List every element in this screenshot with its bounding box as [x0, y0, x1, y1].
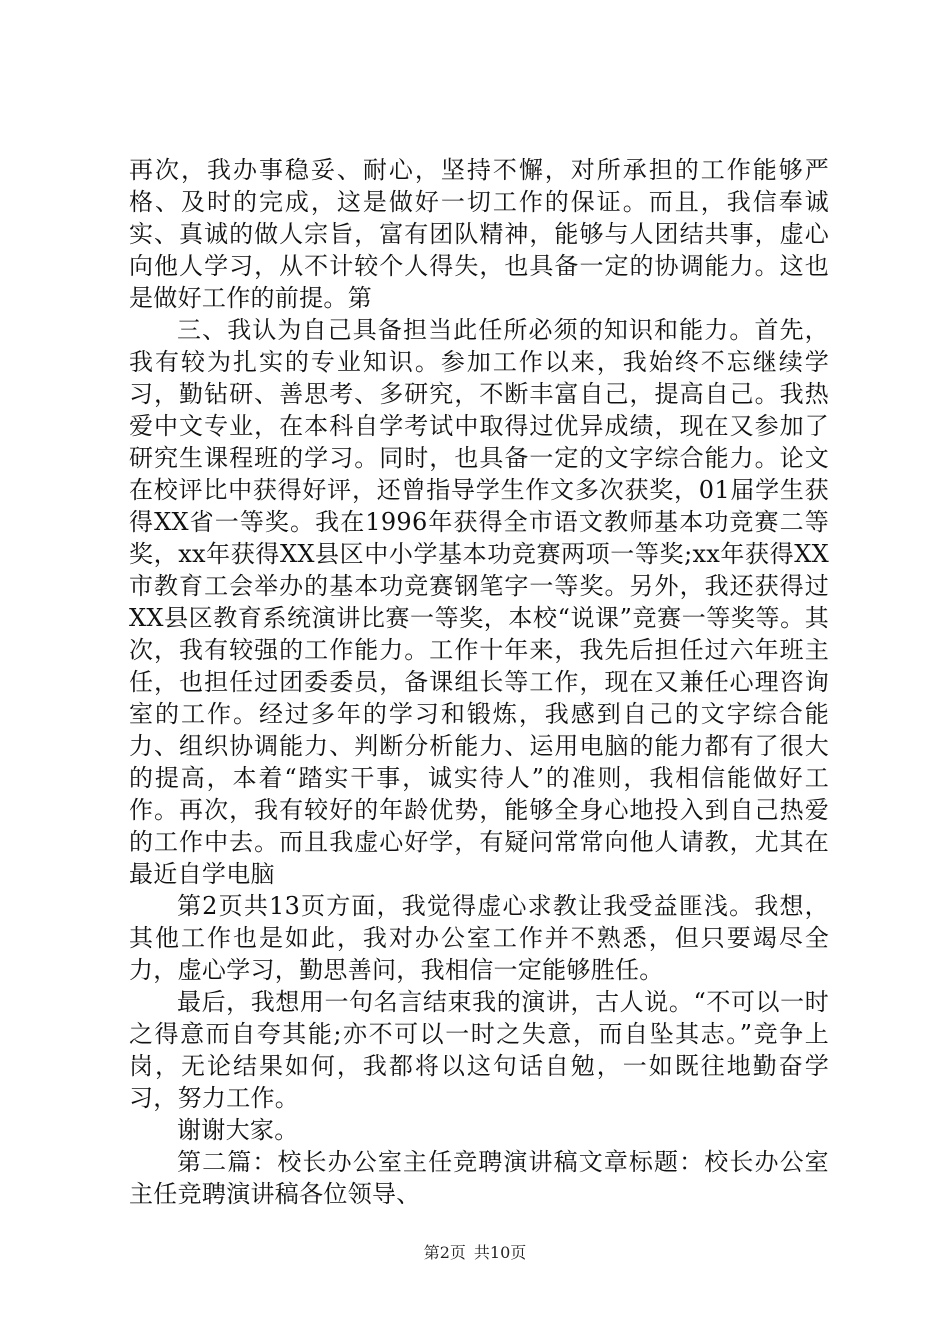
page-number: 第2页	[423, 1243, 466, 1262]
page-total: 共10页	[473, 1243, 527, 1262]
paragraph-2: 三、我认为自己具备担当此任所必须的知识和能力。首先，我有较为扎实的专业知识。参加工作以来，我始终不忘继续学习，勤钻研、善思考、多研究，不断丰富自己，提高自己。我热爱中文专业，在本科自学考试中取得过优异成绩，现在又参加了研究生课程班的学习。同时，也具备一定的文字综合能力。论文在校评比中获得好评，还曾指导学生作文多次获奖，01届学生获得XX省一等奖。我在1996年获得全市语文教师基本功竞赛二等奖，xx年获得XX县区中小学基本功竞赛两项一等奖;xx年获得XX市教育工会举办的基本功竞赛钢笔字一等奖。另外，我还获得过XX县区教育系统演讲比赛一等奖，本校“说课”竞赛一等奖等。其次，我有较强的工作能力。工作十年来，我先后担任过六年班主任，也担任过团委委员，备课组长等工作，现在又兼任心理咨询室的工作。经过多年的学习和锻炼，我感到自己的文字综合能力、组织协调能力、判断分析能力、运用电脑的能力都有了很大的提高，本着“踏实干事，诚实待人”的准则，我相信能做好工作。再次，我有较好的年龄优势，能够全身心地投入到自己热爱的工作中去。而且我虚心好学，有疑问常常向他人请教，尤其在最近自学电脑	[129, 316, 829, 888]
paragraph-3: 第2页共13页方面，我觉得虚心求教让我受益匪浅。我想，其他工作也是如此，我对办公室工作并不熟悉，但只要竭尽全力，虚心学习，勤思善问，我相信一定能够胜任。	[129, 892, 829, 984]
document-body	[129, 154, 829, 1210]
paragraph-6: 第二篇：校长办公室主任竞聘演讲稿文章标题：校长办公室主任竞聘演讲稿各位领导、	[129, 1148, 829, 1208]
paragraph-5: 谢谢大家。	[177, 1116, 299, 1144]
paragraph-1: 再次，我办事稳妥、耐心，坚持不懈，对所承担的工作能够严格、及时的完成，这是做好一切工作的保证。而且，我信奉诚实、真诚的做人宗旨，富有团队精神，能够与人团结共事，虚心向他人学习，从不计较个人得失，也具备一定的协调能力。这也是做好工作的前提。第	[129, 156, 829, 312]
page-footer	[0, 1242, 950, 1264]
paragraph-4: 最后，我想用一句名言结束我的演讲，古人说。“不可以一时之得意而自夸其能;亦不可以一时之失意，而自坠其志。”竞争上岗，无论结果如何，我都将以这句话自勉，一如既往地勤奋学习，努力工作。	[129, 988, 829, 1112]
